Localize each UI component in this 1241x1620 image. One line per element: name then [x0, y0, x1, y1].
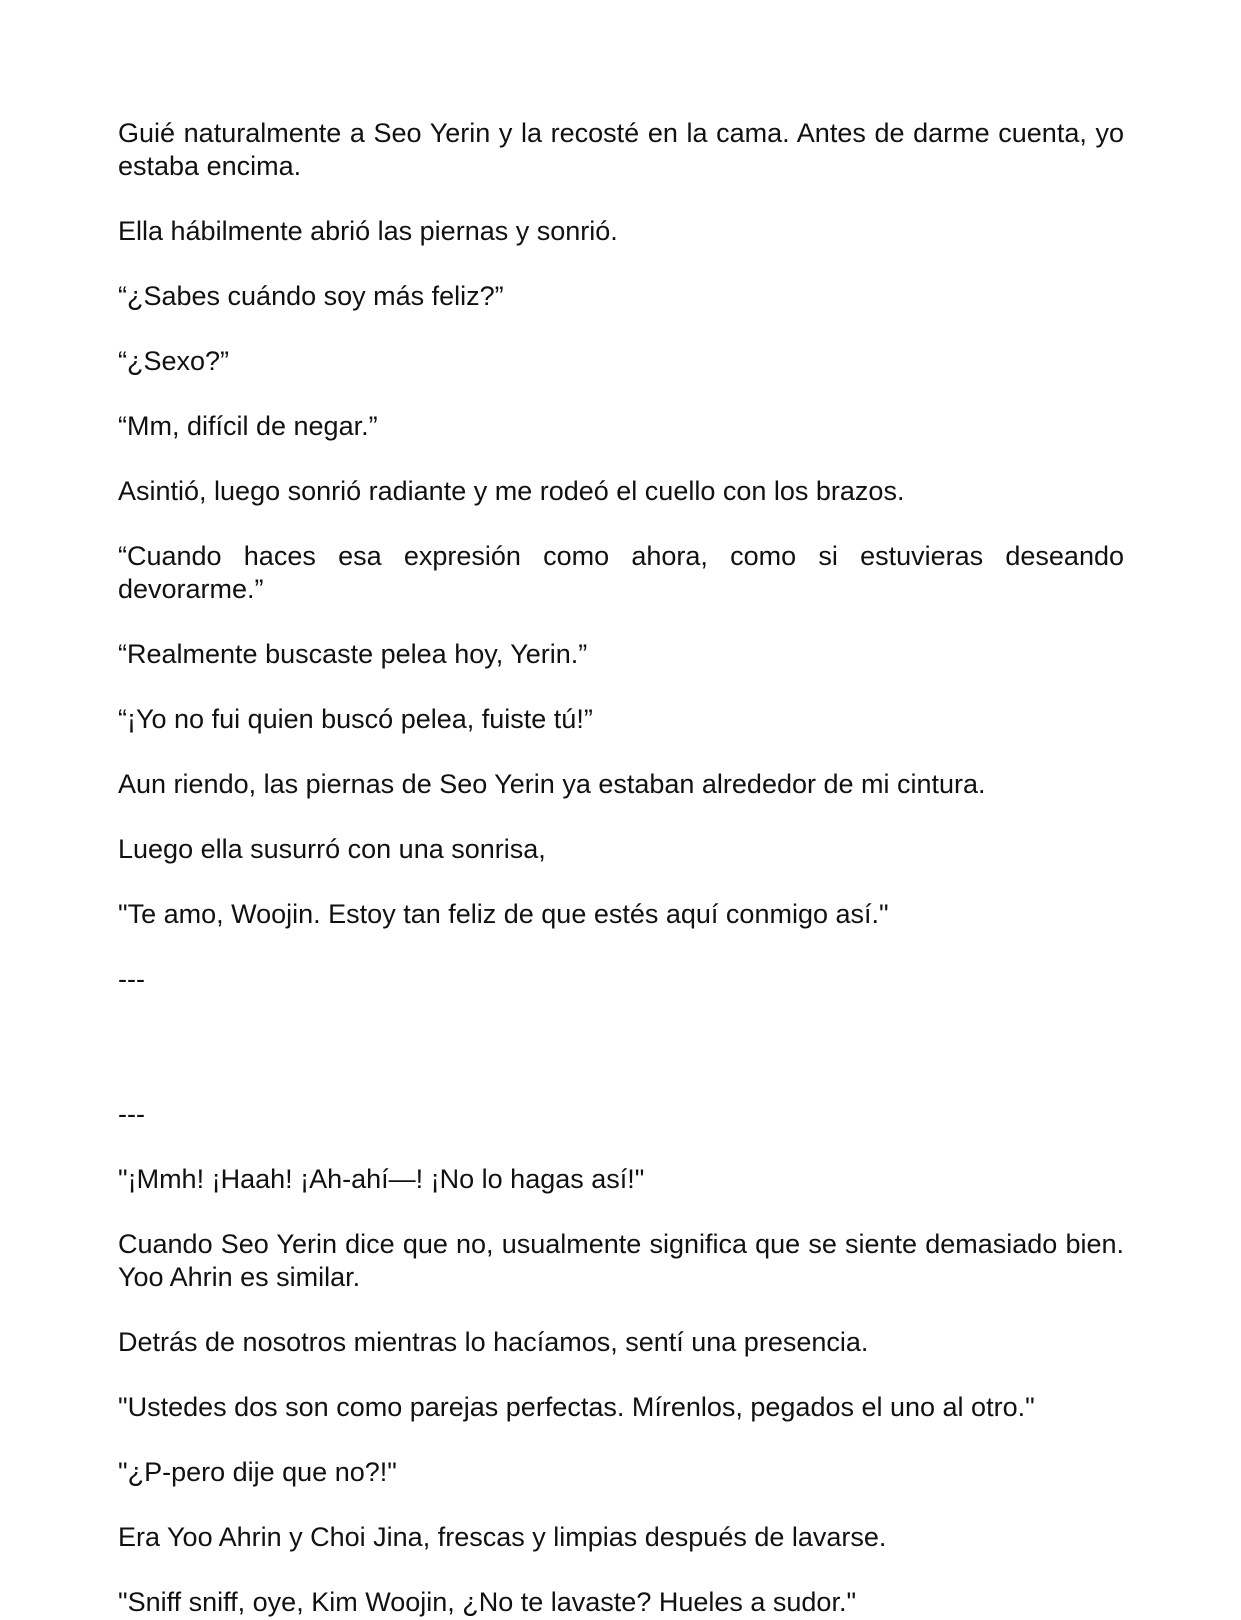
- paragraph: Ella hábilmente abrió las piernas y sonrió.: [118, 216, 618, 246]
- paragraph: "Te amo, Woojin. Estoy tan feliz de que estés aquí conmigo así.": [118, 899, 889, 929]
- paragraph: Detrás de nosotros mientras lo hacíamos, sentí una presencia.: [118, 1327, 869, 1357]
- paragraph: "¿P-pero dije que no?!": [118, 1457, 397, 1487]
- paragraph: "Sniff sniff, oye, Kim Woojin, ¿No te lavaste? Hueles a sudor.": [118, 1587, 857, 1617]
- paragraph: “¡Yo no fui quien buscó pelea, fuiste tú!”: [118, 704, 593, 734]
- paragraph: Guié naturalmente a Seo Yerin y la recosté en la cama. Antes de darme cuenta, yo estaba encima.: [118, 118, 1124, 181]
- section-separator: ---: [118, 1099, 145, 1129]
- document-body: [118, 117, 1124, 1620]
- paragraph: Cuando Seo Yerin dice que no, usualmente significa que se siente demasiado bien. Yoo Ahrin es similar.: [118, 1229, 1124, 1292]
- paragraph: “¿Sabes cuándo soy más feliz?”: [118, 281, 504, 311]
- paragraph: “Mm, difícil de negar.”: [118, 411, 378, 441]
- paragraph: Asintió, luego sonrió radiante y me rodeó el cuello con los brazos.: [118, 476, 905, 506]
- paragraph: “Cuando haces esa expresión como ahora, como si estuvieras deseando devorarme.”: [118, 541, 1124, 604]
- paragraph: "Ustedes dos son como parejas perfectas. Mírenlos, pegados el uno al otro.": [118, 1392, 1035, 1422]
- blank-gap: [118, 1028, 1124, 1098]
- paragraph: Luego ella susurró con una sonrisa,: [118, 834, 546, 864]
- section-separator: ---: [118, 964, 145, 994]
- paragraph: Aun riendo, las piernas de Seo Yerin ya estaban alrededor de mi cintura.: [118, 769, 986, 799]
- paragraph: “¿Sexo?”: [118, 346, 230, 376]
- paragraph: Era Yoo Ahrin y Choi Jina, frescas y limpias después de lavarse.: [118, 1522, 887, 1552]
- paragraph: "¡Mmh! ¡Haah! ¡Ah-ahí—! ¡No lo hagas así!": [118, 1164, 645, 1194]
- paragraph: “Realmente buscaste pelea hoy, Yerin.”: [118, 639, 588, 669]
